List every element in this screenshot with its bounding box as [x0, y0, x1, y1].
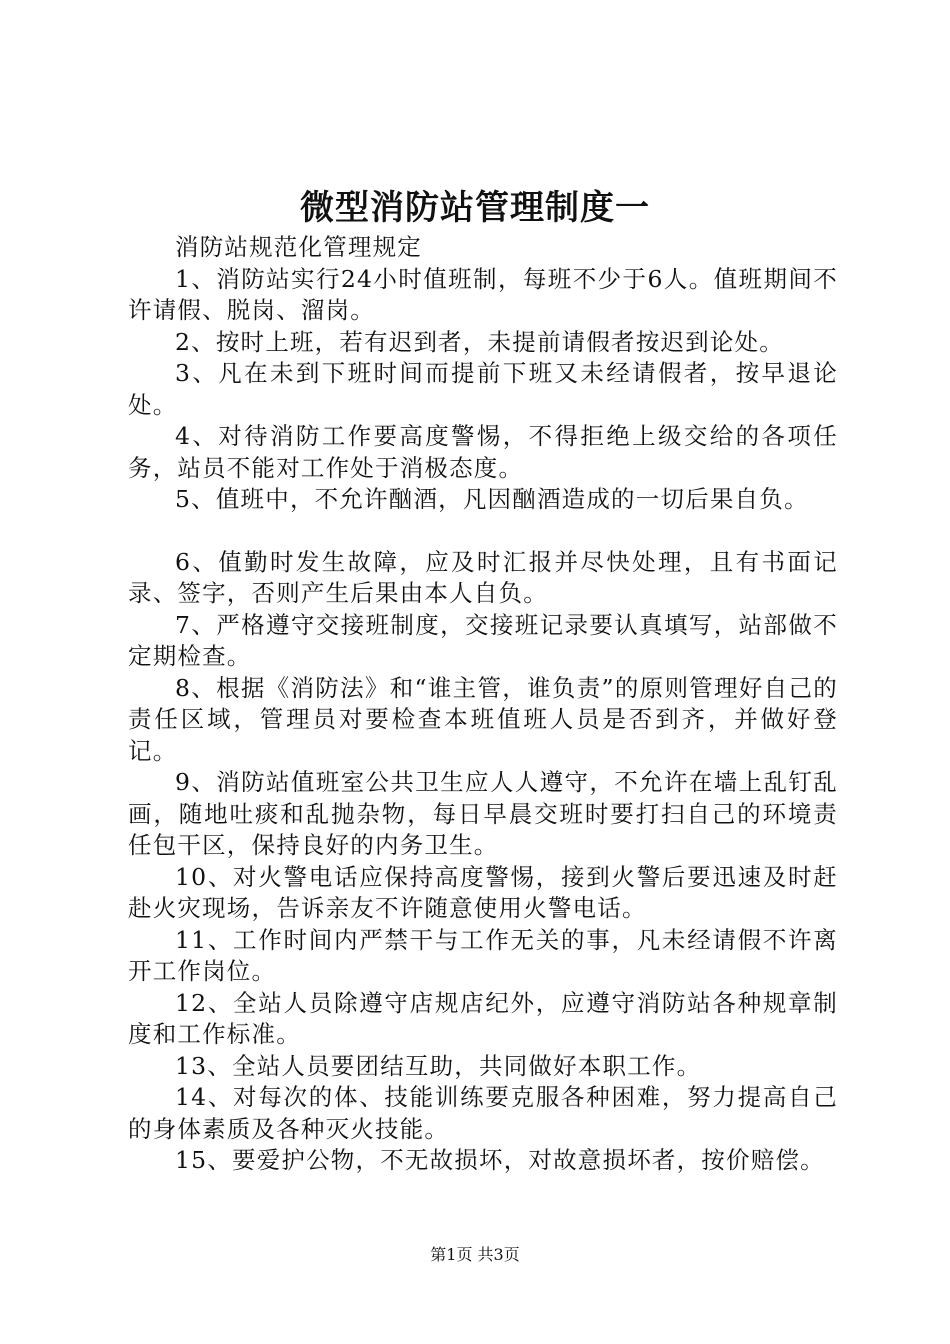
document-title: 微型消防站管理制度一: [300, 188, 650, 228]
rule-paragraph-14: 14、对每次的体、技能训练要克服各种困难，努力提高自己的身体素质及各种灭火技能。: [128, 1083, 838, 1143]
rule-paragraph-7: 7、严格遵守交接班制度，交接班记录要认真填写，站部做不定期检查。: [128, 610, 838, 670]
rule-paragraph-11: 11、工作时间内严禁干与工作无关的事，凡未经请假不许离开工作岗位。: [128, 925, 838, 985]
rule-paragraph-2: 2、按时上班，若有迟到者，未提前请假者按迟到论处。: [175, 327, 784, 356]
rule-paragraph-9: 9、消防站值班室公共卫生应人人遵守，不允许在墙上乱钉乱画，随地吐痰和乱抛杂物，每日早晨交班时要打扫自己的环境责任包干区，保持良好的内务卫生。: [128, 768, 838, 859]
rule-paragraph-10: 10、对火警电话应保持高度警惕，接到火警后要迅速及时赶赴火灾现场，告诉亲友不许随意使用火警电话。: [128, 862, 838, 922]
rule-paragraph-12: 12、全站人员除遵守店规店纪外，应遵守消防站各种规章制度和工作标准。: [128, 988, 838, 1048]
rule-paragraph-4: 4、对待消防工作要高度警惕，不得拒绝上级交给的各项任务，站员不能对工作处于消极态度。: [128, 422, 838, 482]
rule-paragraph-5: 5、值班中，不允许酗酒，凡因酗酒造成的一切后果自负。: [175, 485, 809, 513]
rule-paragraph-8: 8、根据《消防法》和“谁主管，谁负责”的原则管理好自己的责任区域，管理员对要检查本班值班人员是否到齐，并做好登记。: [128, 673, 838, 765]
document-body: [128, 232, 838, 1177]
rule-paragraph-6: 6、值勤时发生故障，应及时汇报并尽快处理，且有书面记录、签字，否则产生后果由本人自负。: [128, 547, 838, 607]
page-number-footer: 第1页 共3页: [430, 1245, 520, 1264]
rule-paragraph-13: 13、全站人员要团结互助，共同做好本职工作。: [175, 1051, 702, 1080]
rule-paragraph-1: 1、消防站实行24小时值班制，每班不少于6人。值班期间不许请假、脱岗、溜岗。: [128, 264, 838, 324]
rule-paragraph-15: 15、要爱护公物，不无故损坏，对故意损坏者，按价赔偿。: [175, 1146, 825, 1174]
rule-paragraph-3: 3、凡在未到下班时间而提前下班又未经请假者，按早退论处。: [128, 359, 838, 419]
document-subtitle: 消防站规范化管理规定: [175, 233, 422, 261]
